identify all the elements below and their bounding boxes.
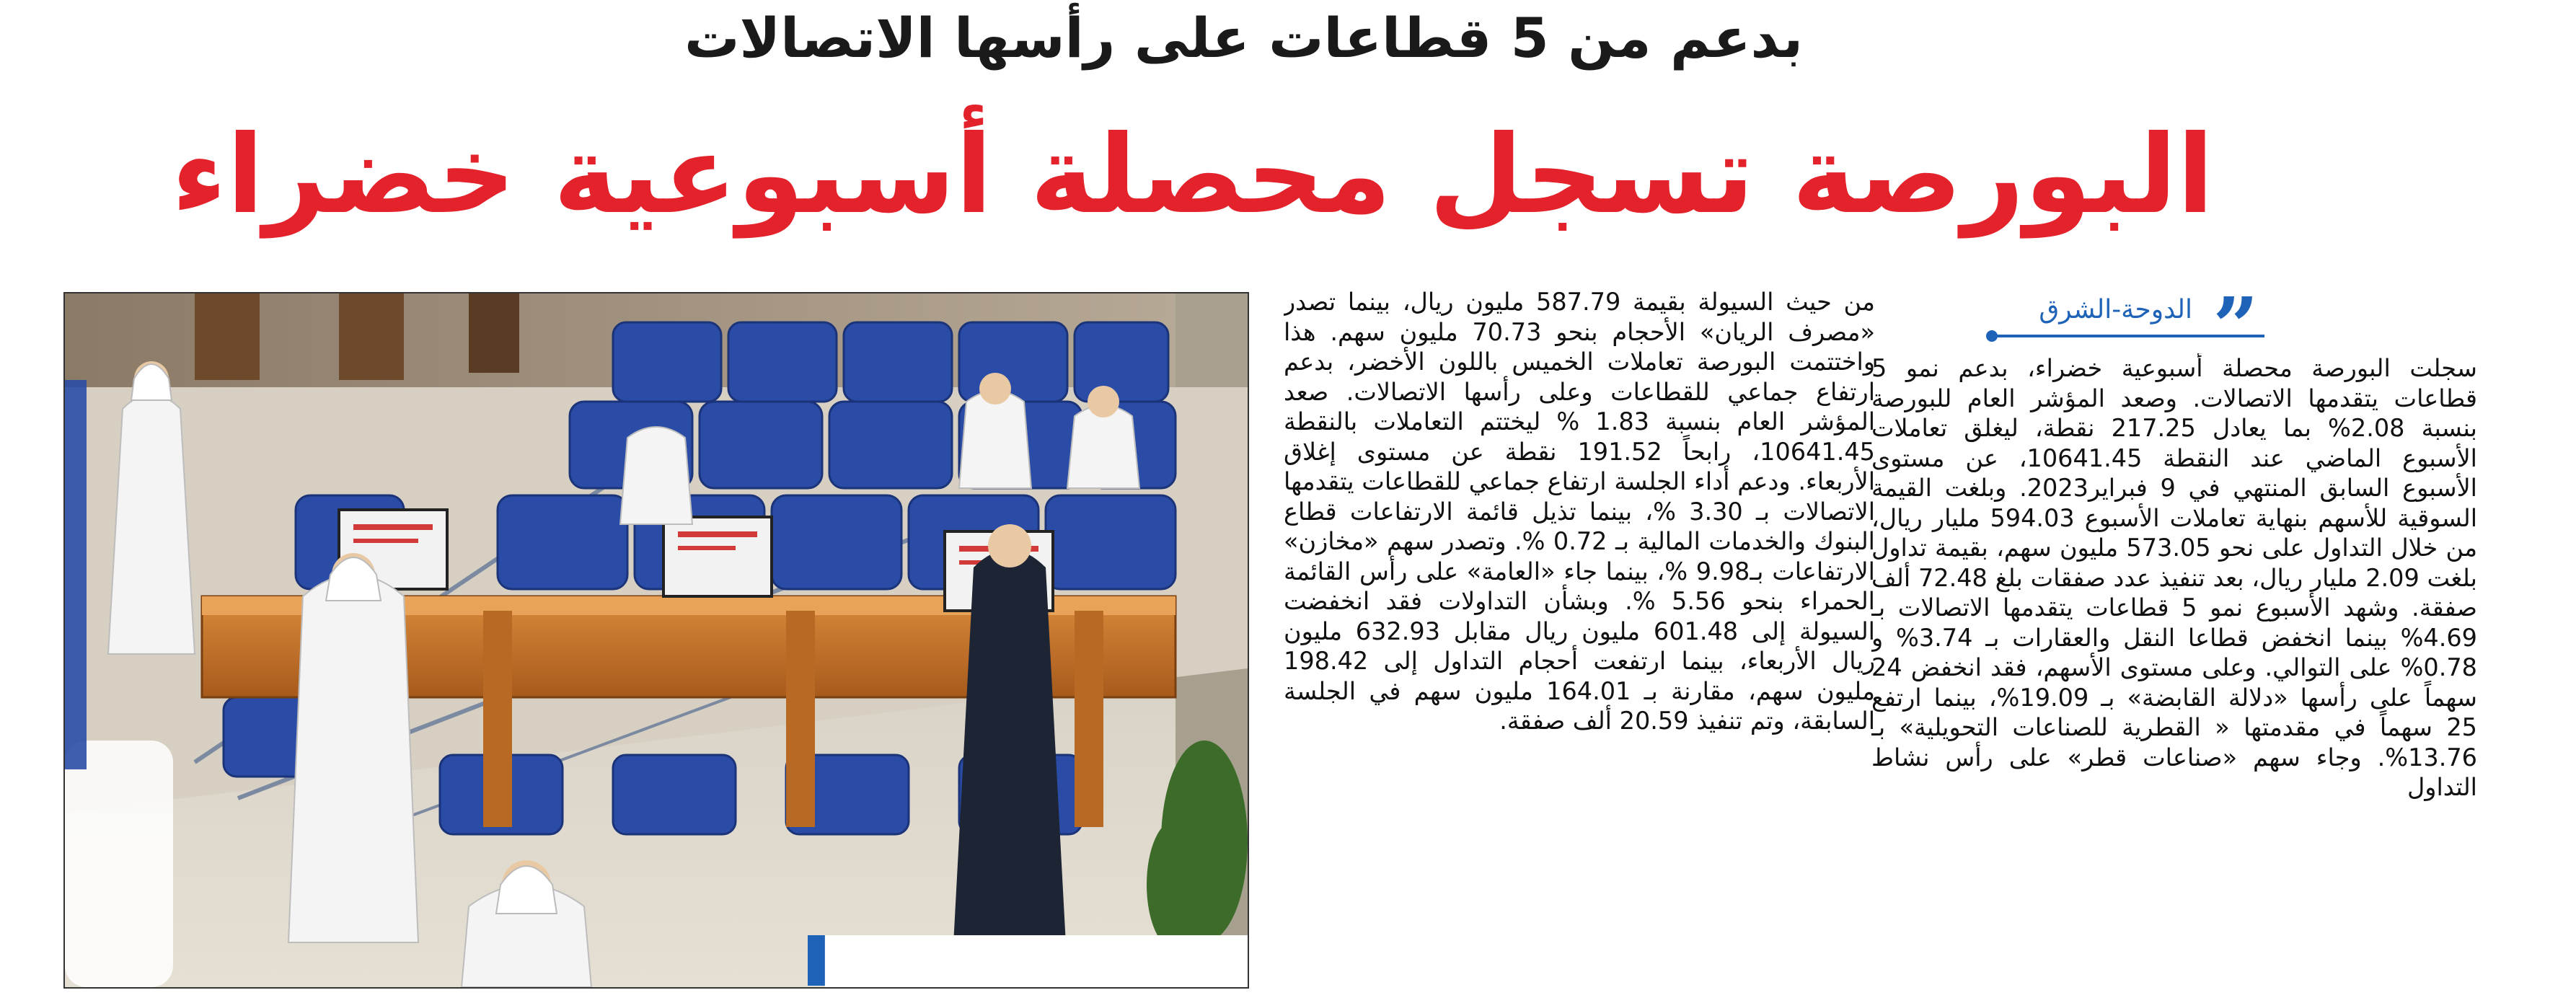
caption-bar — [808, 935, 1245, 986]
newspaper-logo-icon — [808, 935, 1249, 989]
article-column-right — [1871, 353, 2477, 1002]
article-text-right: سجلت البورصة محصلة أسبوعية خضراء، بدعم نمو 5 قطاعات يتقدمها الاتصالات. وصعد المؤشر العام للبورصة بنسبة 2.08% بما يعادل 217.25 نقطة، ليغلق تعاملات الأسبوع الماضي عند النقطة 10641.45، عن مستوى الأسبوع السابق المنتهي في 9 فبراير2023. وبلغت القيمة السوقية للأسهم بنهاية تعاملات الأسبوع 594.03 مليار ريال، من خلال التداول على نحو 573.05 مليون سهم، بقيمة تداول بلغت 2.09 مليار ريال، بعد تنفيذ عدد صفقات بلغ 72.48 ألف صفقة. وشهد الأسبوع نمو 5 قطاعات يتقدمها الاتصالات بـ 4.69% بينما انخفض قطاعا النقل والعقارات بـ 3.74% و 0.78% على التوالي. وعلى مستوى الأسهم، فقد انخفض 24 سهماً على رأسها «دلالة القابضة» بـ 19.09%، بينما ارتفع 25 سهماً في مقدمتها « القطرية للصناعات التحويلية» بـ 13.76%. وجاء سهم «صناعات قطر» على رأس نشاط التداول — [1871, 354, 2477, 801]
article-text-left: من حيث السيولة بقيمة 587.79 مليون ريال، بينما تصدر «مصرف الريان» الأحجام بنحو 70.73 مليون سهم. هذا واختتمت البورصة تعاملات الخميس باللون الأخضر، بدعم ارتفاع جماعي للقطاعات وعلى رأسها الاتصالات. صعد المؤشر العام بنسبة 1.83 % ليختتم التعاملات بالنقطة 10641.45، رابحاً 191.52 نقطة عن مستوى إغلاق الأربعاء. ودعم أداء الجلسة ارتفاع جماعي للقطاعات يتقدمها الاتصالات بـ 3.30 %، بينما تذيل قائمة الارتفاعات قطاع البنوك والخدمات المالية بـ 0.72 %. وتصدر سهم «مخازن» الارتفاعات بـ9.98 %، بينما جاء «العامة» على رأس القائمة الحمراء بنحو 5.56 %. وبشأن التداولات فقد انخفضت السيولة إلى 601.48 مليون ريال مقابل 632.93 مليون ريال الأربعاء، بينما ارتفعت أحجام التداول إلى 198.42 مليون سهم، مقارنة بـ 164.01 مليون سهم في الجلسة السابقة، وتم تنفيذ 20.59 ألف صفقة. — [1284, 288, 1875, 735]
main-headline: البورصة تسجل محصلة أسبوعية خضراء — [171, 112, 2214, 238]
article-column-left — [1284, 287, 1875, 1001]
news-photo — [63, 292, 1249, 989]
byline-dot — [1986, 330, 1998, 342]
trading-floor-photo — [65, 293, 1248, 987]
byline-location: الدوحة-الشرق — [2039, 295, 2192, 324]
quote-icon: ” — [2213, 280, 2259, 373]
byline — [1990, 280, 2264, 373]
kicker-headline: بدعم من 5 قطاعات على رأسها الاتصالات — [684, 6, 1803, 70]
byline-rule — [1990, 335, 2264, 337]
